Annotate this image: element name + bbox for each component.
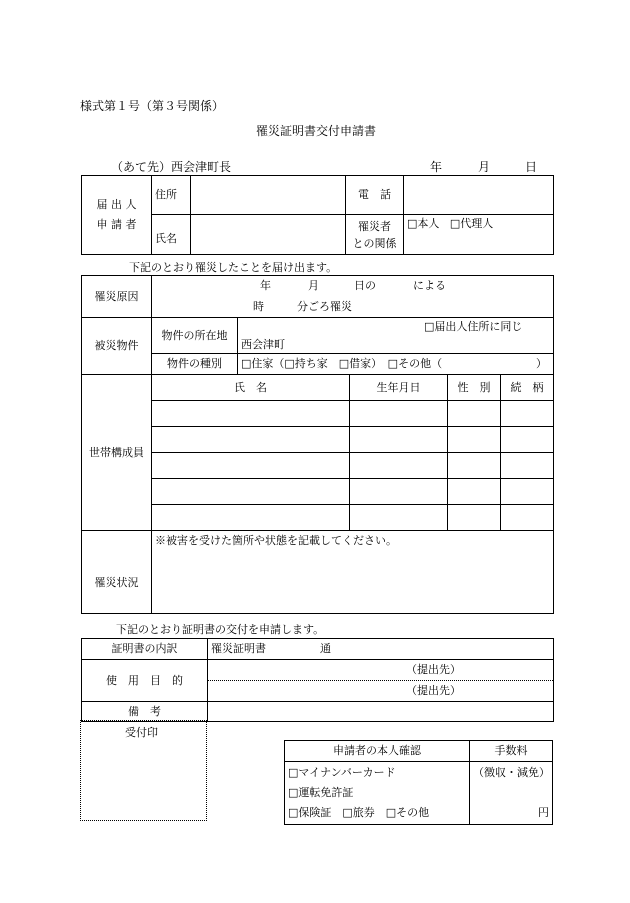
breakdown-field[interactable] [208,639,554,660]
type-options-text[interactable]: □住家（□持ち家 □借家） □その他（ [241,357,443,370]
location-label: 物件の所在地 [152,318,238,354]
receipt-label: 受付印 [125,726,158,739]
location-field[interactable] [238,318,554,354]
count-unit: 通 [320,642,331,655]
member-birth-cell[interactable] [350,453,448,479]
property-label: 被災物件 [82,318,152,375]
same-as-address-checkbox[interactable]: □届出人住所に同じ [424,320,523,333]
damage-table [81,275,554,614]
household-row [82,427,554,453]
member-sex-cell[interactable] [448,427,501,453]
submit-to-1: （提出先） [406,663,461,676]
cause-field[interactable] [152,276,554,318]
id-check-table [284,740,553,825]
purpose-field[interactable] [208,660,554,702]
type-options[interactable] [238,354,554,375]
applicant-label: 届 出 人 申 請 者 [82,176,152,255]
form-number: 様式第１号（第３号関係） [80,99,225,113]
other-id-checkboxes[interactable]: □保険証 □旅券 □その他 [288,806,430,819]
receipt-stamp-box [80,720,207,821]
phone-field[interactable] [404,176,554,215]
remarks-label: 備 考 [82,702,208,722]
phone-label: 電 話 [346,176,404,215]
member-sex-cell[interactable] [448,453,501,479]
id-options[interactable] [285,762,470,825]
household-row [82,453,554,479]
member-relation-cell[interactable] [501,453,554,479]
fee-unit: 円 [538,806,549,819]
member-sex-cell[interactable] [448,479,501,505]
household-label: 世帯構成員 [82,375,152,531]
id-check-title: 申請者の本人確認 [285,741,470,762]
notice-report: 下記のとおり罹災したことを届け出ます。 [129,261,338,274]
col-sex: 性 別 [448,375,501,401]
cause-day: 日の [354,279,376,292]
relation-agent-checkbox[interactable]: □代理人 [449,217,494,230]
breakdown-label: 証明書の内訳 [82,639,208,660]
member-name-cell[interactable] [152,401,350,427]
col-relation: 続 柄 [501,375,554,401]
household-row [82,401,554,427]
damage-label: 罹災状況 [82,531,152,614]
member-name-cell[interactable] [152,427,350,453]
household-row [82,479,554,505]
col-name: 氏 名 [152,375,350,401]
member-birth-cell[interactable] [350,401,448,427]
name-label: 氏名 [152,215,191,255]
addressee: （あて先）西会津町長 [111,160,232,174]
submit-to-2: （提出先） [406,684,461,697]
col-birth: 生年月日 [350,375,448,401]
location-town: 西会津町 [241,338,285,351]
damage-note: ※被害を受けた箇所や状態を記載してください。 [155,534,397,547]
certificate-table [81,638,554,722]
date-month-label: 月 [478,160,491,174]
type-label: 物件の種別 [152,354,238,375]
member-relation-cell[interactable] [501,479,554,505]
member-name-cell[interactable] [152,505,350,531]
name-field[interactable] [191,215,346,255]
member-birth-cell[interactable] [350,479,448,505]
purpose-label: 使 用 目 的 [82,660,208,702]
relation-label: 罹災者 との関係 [346,215,404,255]
member-birth-cell[interactable] [350,505,448,531]
member-birth-cell[interactable] [350,427,448,453]
member-sex-cell[interactable] [448,505,501,531]
cause-by: による [413,279,446,292]
date-year-label: 年 [430,160,443,174]
relation-options[interactable] [404,215,554,255]
member-relation-cell[interactable] [501,427,554,453]
license-checkbox[interactable]: □運転免許証 [288,786,354,799]
date-day-label: 日 [525,160,538,174]
fee-status: （徴収・減免） [473,766,550,779]
cause-hour: 時 [253,300,264,313]
household-row [82,505,554,531]
cause-month: 月 [308,279,319,292]
cause-year: 年 [260,279,271,292]
fee-title: 手数料 [470,741,553,762]
member-sex-cell[interactable] [448,401,501,427]
fee-field[interactable] [470,762,553,825]
type-close: ） [536,357,548,370]
member-relation-cell[interactable] [501,401,554,427]
breakdown-value: 罹災証明書 [211,642,266,655]
address-label: 住所 [152,176,191,215]
remarks-field[interactable] [208,702,554,722]
address-field[interactable] [191,176,346,215]
relation-self-checkbox[interactable]: □本人 [407,217,440,230]
cause-label: 罹災原因 [82,276,152,318]
notice-request: 下記のとおり証明書の交付を申請します。 [116,623,325,636]
cause-minute: 分ごろ罹災 [297,300,352,313]
form-title: 罹災証明書交付申請書 [256,124,377,138]
applicant-table [81,175,554,255]
member-name-cell[interactable] [152,453,350,479]
damage-field[interactable] [152,531,554,614]
member-name-cell[interactable] [152,479,350,505]
member-relation-cell[interactable] [501,505,554,531]
mynumber-checkbox[interactable]: □マイナンバーカード [288,766,396,779]
